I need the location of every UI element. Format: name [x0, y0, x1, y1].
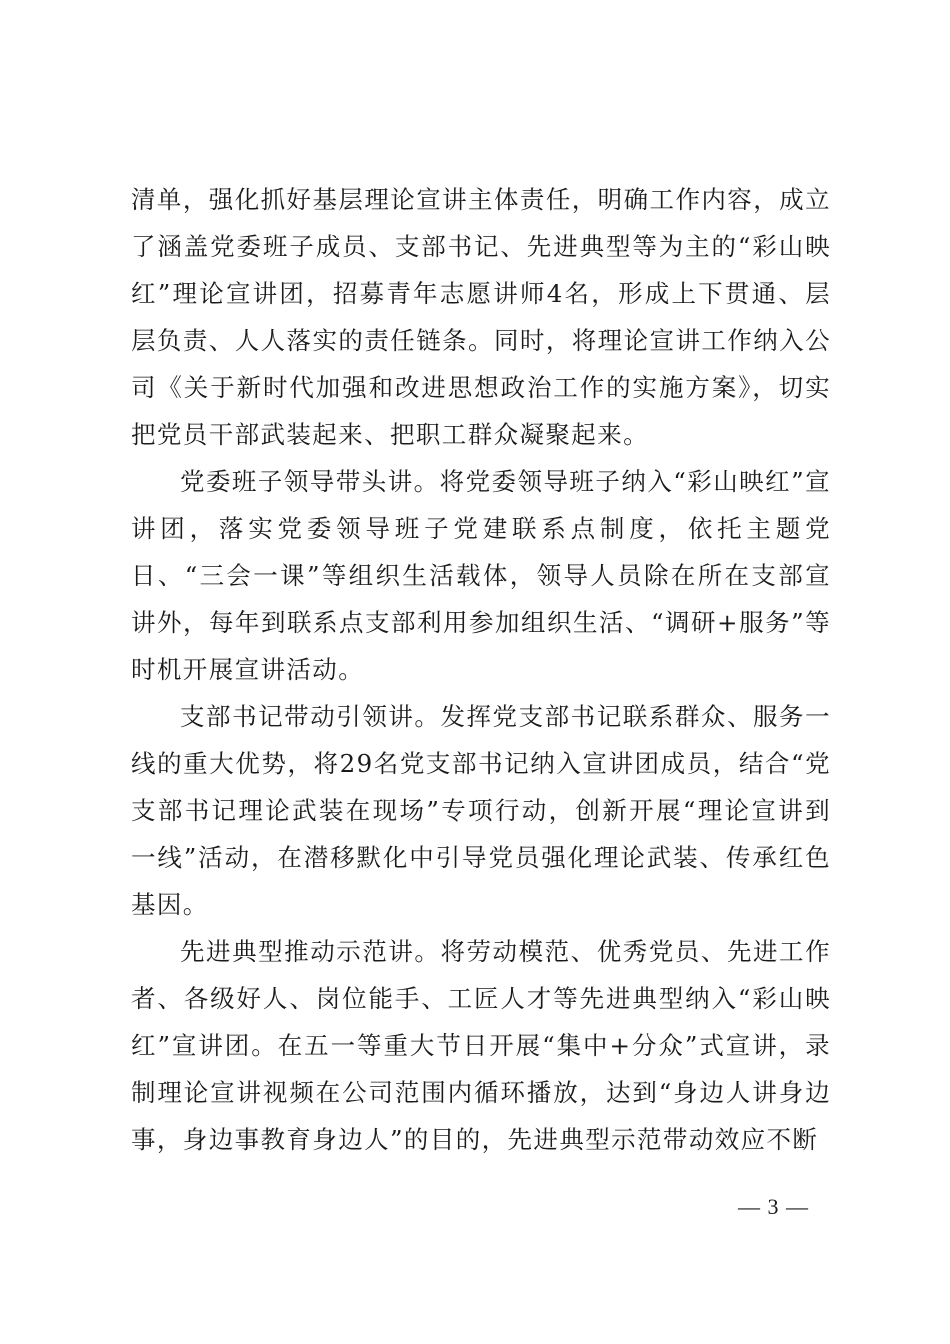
body-text [131, 176, 831, 1163]
paragraph-branch-secretary: 支部书记带动引领讲。发挥党支部书记联系群众、服务一线的重大优势，将29名党支部书记纳入宣讲团成员，结合“党支部书记理论武装在现场”专项行动，创新开展“理论宣讲到一线”活动，在潜移默化中引导党员强化理论武装、传承红色基因。 [131, 702, 831, 919]
paragraph-advanced-models: 先进典型推动示范讲。将劳动模范、优秀党员、先进工作者、各级好人、岗位能手、工匠人才等先进典型纳入“彩山映红”宣讲团。在五一等重大节日开展“集中+分众”式宣讲，录制理论宣讲视频在公司范围内循环播放，达到“身边人讲身边事，身边事教育身边人”的目的，先进典型示范带动效应不断 [131, 937, 831, 1154]
page-number: — 3 — [738, 1194, 809, 1219]
paragraph-continuation: 清单，强化抓好基层理论宣讲主体责任，明确工作内容，成立了涵盖党委班子成员、支部书记、先进典型等为主的“彩山映红”理论宣讲团，招募青年志愿讲师4名，形成上下贯通、层层负责、人人落实的责任链条。同时，将理论宣讲工作纳入公司《关于新时代加强和改进思想政治工作的实施方案》，切实把党员干部武装起来、把职工群众凝聚起来。 [131, 185, 831, 449]
paragraph-party-committee: 党委班子领导带头讲。将党委领导班子纳入“彩山映红”宣讲团，落实党委领导班子党建联系点制度，依托主题党日、“三会一课”等组织生活载体，领导人员除在所在支部宣讲外，每年到联系点支部利用参加组织生活、“调研+服务”等时机开展宣讲活动。 [131, 467, 831, 684]
